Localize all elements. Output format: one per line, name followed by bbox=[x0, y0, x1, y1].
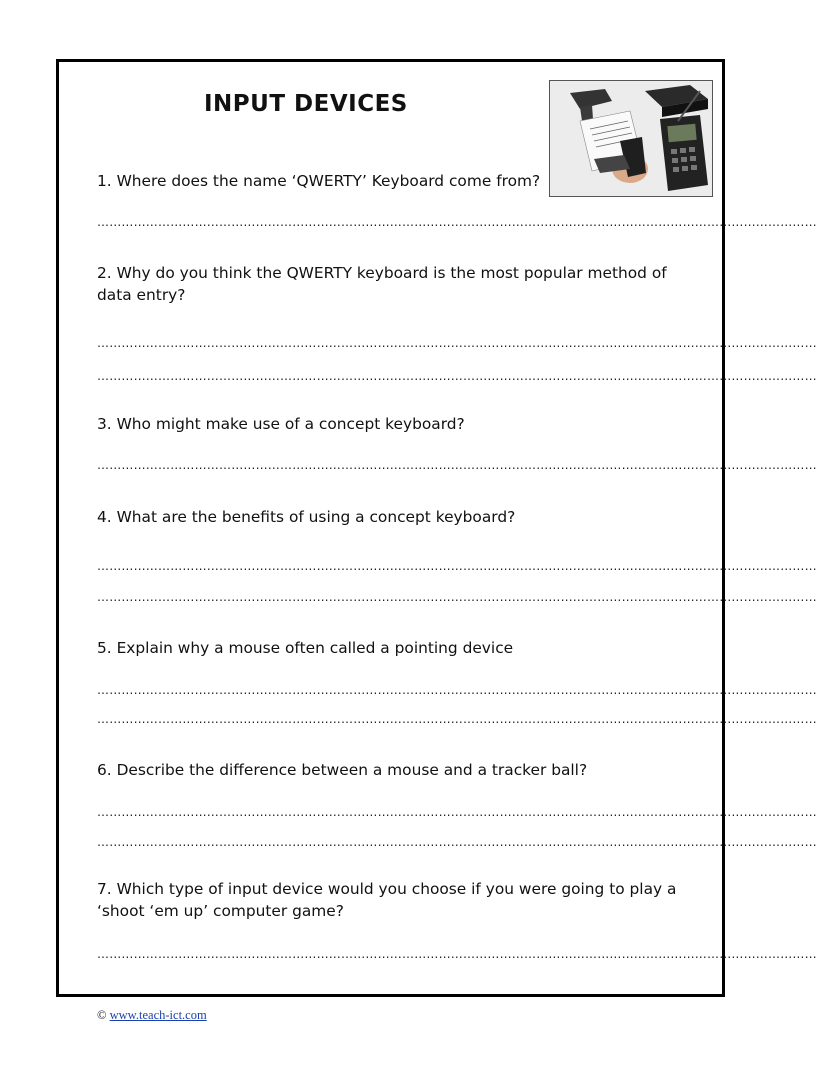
teach-ict-link[interactable]: www.teach-ict.com bbox=[109, 1008, 207, 1022]
page-title: INPUT DEVICES bbox=[204, 91, 408, 117]
question-1: 1. Where does the name ‘QWERTY’ Keyboard come from? bbox=[97, 172, 541, 190]
answer-line[interactable]: …………………………………………………………………………………………………………………………………………………………… bbox=[97, 683, 817, 697]
question-6: 6. Describe the difference between a mouse and a tracker ball? bbox=[97, 761, 588, 779]
answer-line[interactable]: …………………………………………………………………………………………………………………………………………………………… bbox=[97, 590, 817, 604]
answer-line[interactable]: …………………………………………………………………………………………………………………………………………………………… bbox=[97, 458, 817, 472]
question-5: 5. Explain why a mouse often called a pointing device bbox=[97, 639, 514, 657]
answer-line[interactable]: …………………………………………………………………………………………………………………………………………………………… bbox=[97, 336, 817, 350]
answer-line[interactable]: …………………………………………………………………………………………………………………………………………………………… bbox=[97, 947, 817, 961]
question-2: 2. Why do you think the QWERTY keyboard is the most popular method of data entry? bbox=[97, 264, 667, 304]
question-4: 4. What are the benefits of using a concept keyboard? bbox=[97, 508, 516, 526]
question-3: 3. Who might make use of a concept keyboard? bbox=[97, 415, 465, 433]
copyright-symbol: © bbox=[97, 1008, 107, 1022]
answer-line[interactable]: …………………………………………………………………………………………………………………………………………………………… bbox=[97, 835, 817, 849]
question-7: 7. Which type of input device would you choose if you were going to play a ‘shoot ‘em up’ computer game? bbox=[97, 880, 677, 920]
footer bbox=[97, 1008, 207, 1023]
answer-line[interactable]: …………………………………………………………………………………………………………………………………………………………… bbox=[97, 215, 817, 229]
worksheet-frame bbox=[56, 59, 817, 997]
answer-line[interactable]: …………………………………………………………………………………………………………………………………………………………… bbox=[97, 369, 817, 383]
answer-line[interactable]: …………………………………………………………………………………………………………………………………………………………… bbox=[97, 712, 817, 726]
answer-line[interactable]: …………………………………………………………………………………………………………………………………………………………… bbox=[97, 805, 817, 819]
answer-line[interactable]: …………………………………………………………………………………………………………………………………………………………… bbox=[97, 559, 817, 573]
